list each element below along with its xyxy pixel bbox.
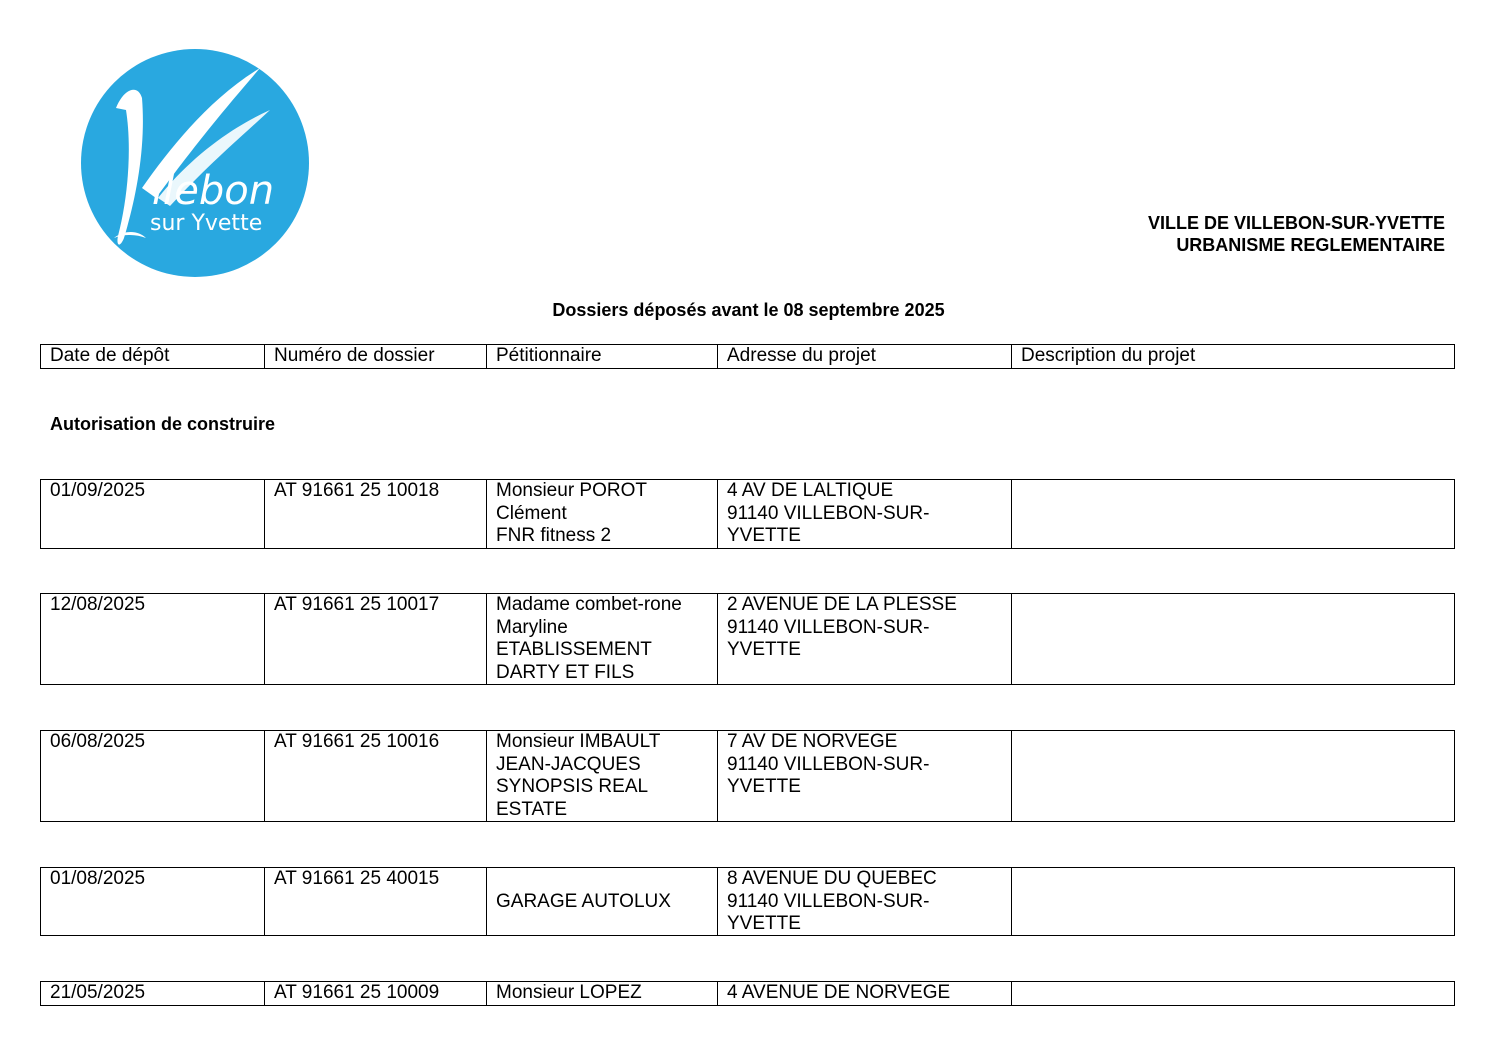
adresse-line: YVETTE [727, 913, 801, 934]
cell-adresse [717, 594, 1011, 684]
organization-header [1148, 212, 1445, 256]
cell-petitionnaire [486, 480, 717, 548]
cell-description [1011, 868, 1454, 935]
adresse-line: YVETTE [727, 639, 801, 660]
logo-wordmark: llebon [152, 168, 275, 214]
cell-adresse [717, 731, 1011, 821]
cell-petitionnaire [486, 731, 717, 821]
adresse-line: 4 AV DE LALTIQUE [727, 480, 894, 501]
cell-description [1011, 731, 1454, 821]
header-adresse: Adresse du projet [717, 345, 1011, 368]
adresse-line: 4 AVENUE DE NORVEGE [727, 982, 951, 1003]
cell-description [1011, 594, 1454, 684]
logo-tagline: sur Yvette [150, 211, 263, 236]
organization-name: VILLE DE VILLEBON-SUR-YVETTE [1147, 213, 1445, 233]
adresse-line: 91140 VILLEBON-SUR- [727, 753, 930, 775]
petitionnaire-line: ESTATE [496, 798, 568, 820]
cell-description [1011, 480, 1454, 548]
cell-numero: AT 91661 25 10009 [264, 982, 486, 1005]
header-date: Date de dépôt [50, 345, 170, 366]
petitionnaire-line: FNR fitness 2 [496, 525, 612, 546]
adresse-line: 91140 VILLEBON-SUR- [727, 890, 930, 912]
header-petitionnaire: Pétitionnaire [486, 345, 717, 368]
petitionnaire-line [496, 868, 717, 891]
table-row [40, 593, 1455, 685]
adresse-line: 8 AVENUE DU QUEBEC [727, 868, 937, 889]
petitionnaire-line: GARAGE AUTOLUX [496, 890, 671, 912]
cell-date: 21/05/2025 [50, 982, 146, 1003]
cell-numero: AT 91661 25 10016 [264, 731, 486, 821]
table-row [40, 479, 1455, 549]
petitionnaire-line: Clément [496, 502, 567, 524]
table-row [40, 981, 1455, 1006]
petitionnaire-line: Monsieur LOPEZ [496, 982, 642, 1003]
villebon-logo [80, 48, 310, 278]
petitionnaire-line: Monsieur IMBAULT [496, 731, 661, 752]
adresse-line: YVETTE [727, 776, 801, 797]
cell-adresse [717, 480, 1011, 548]
department-name: URBANISME REGLEMENTAIRE [1176, 235, 1445, 255]
cell-date: 01/08/2025 [50, 868, 146, 889]
cell-adresse [717, 982, 1011, 1005]
cell-date: 01/09/2025 [50, 480, 146, 501]
cell-date: 06/08/2025 [50, 731, 146, 752]
petitionnaire-line: Madame combet-rone [496, 594, 682, 615]
cell-numero: AT 91661 25 40015 [264, 868, 486, 935]
petitionnaire-line: ETABLISSEMENT [496, 639, 652, 660]
adresse-line: 7 AV DE NORVEGE [727, 731, 898, 752]
petitionnaire-line: Monsieur POROT [496, 480, 647, 501]
table-row [40, 730, 1455, 822]
petitionnaire-line: Maryline [496, 616, 568, 638]
petitionnaire-line: DARTY ET FILS [496, 661, 635, 683]
petitionnaire-line: SYNOPSIS REAL [496, 776, 649, 797]
adresse-line: 91140 VILLEBON-SUR- [727, 502, 930, 524]
cell-adresse [717, 868, 1011, 935]
cell-petitionnaire [486, 594, 717, 684]
petitionnaire-line: JEAN-JACQUES [496, 753, 641, 775]
page-title: Dossiers déposés avant le 08 septembre 2025 [552, 300, 945, 320]
table-row [40, 867, 1455, 936]
table-header [40, 344, 1455, 369]
cell-petitionnaire [486, 982, 717, 1005]
adresse-line: 2 AVENUE DE LA PLESSE [727, 594, 957, 615]
adresse-line: YVETTE [727, 525, 801, 546]
cell-date: 12/08/2025 [50, 594, 146, 615]
adresse-line: 91140 VILLEBON-SUR- [727, 616, 930, 638]
header-numero: Numéro de dossier [264, 345, 486, 368]
cell-petitionnaire [486, 868, 717, 935]
cell-numero: AT 91661 25 10017 [264, 594, 486, 684]
cell-numero: AT 91661 25 10018 [264, 480, 486, 548]
section-title: Autorisation de construire [50, 414, 276, 434]
header-description: Description du projet [1011, 345, 1454, 368]
cell-description [1011, 982, 1454, 1005]
